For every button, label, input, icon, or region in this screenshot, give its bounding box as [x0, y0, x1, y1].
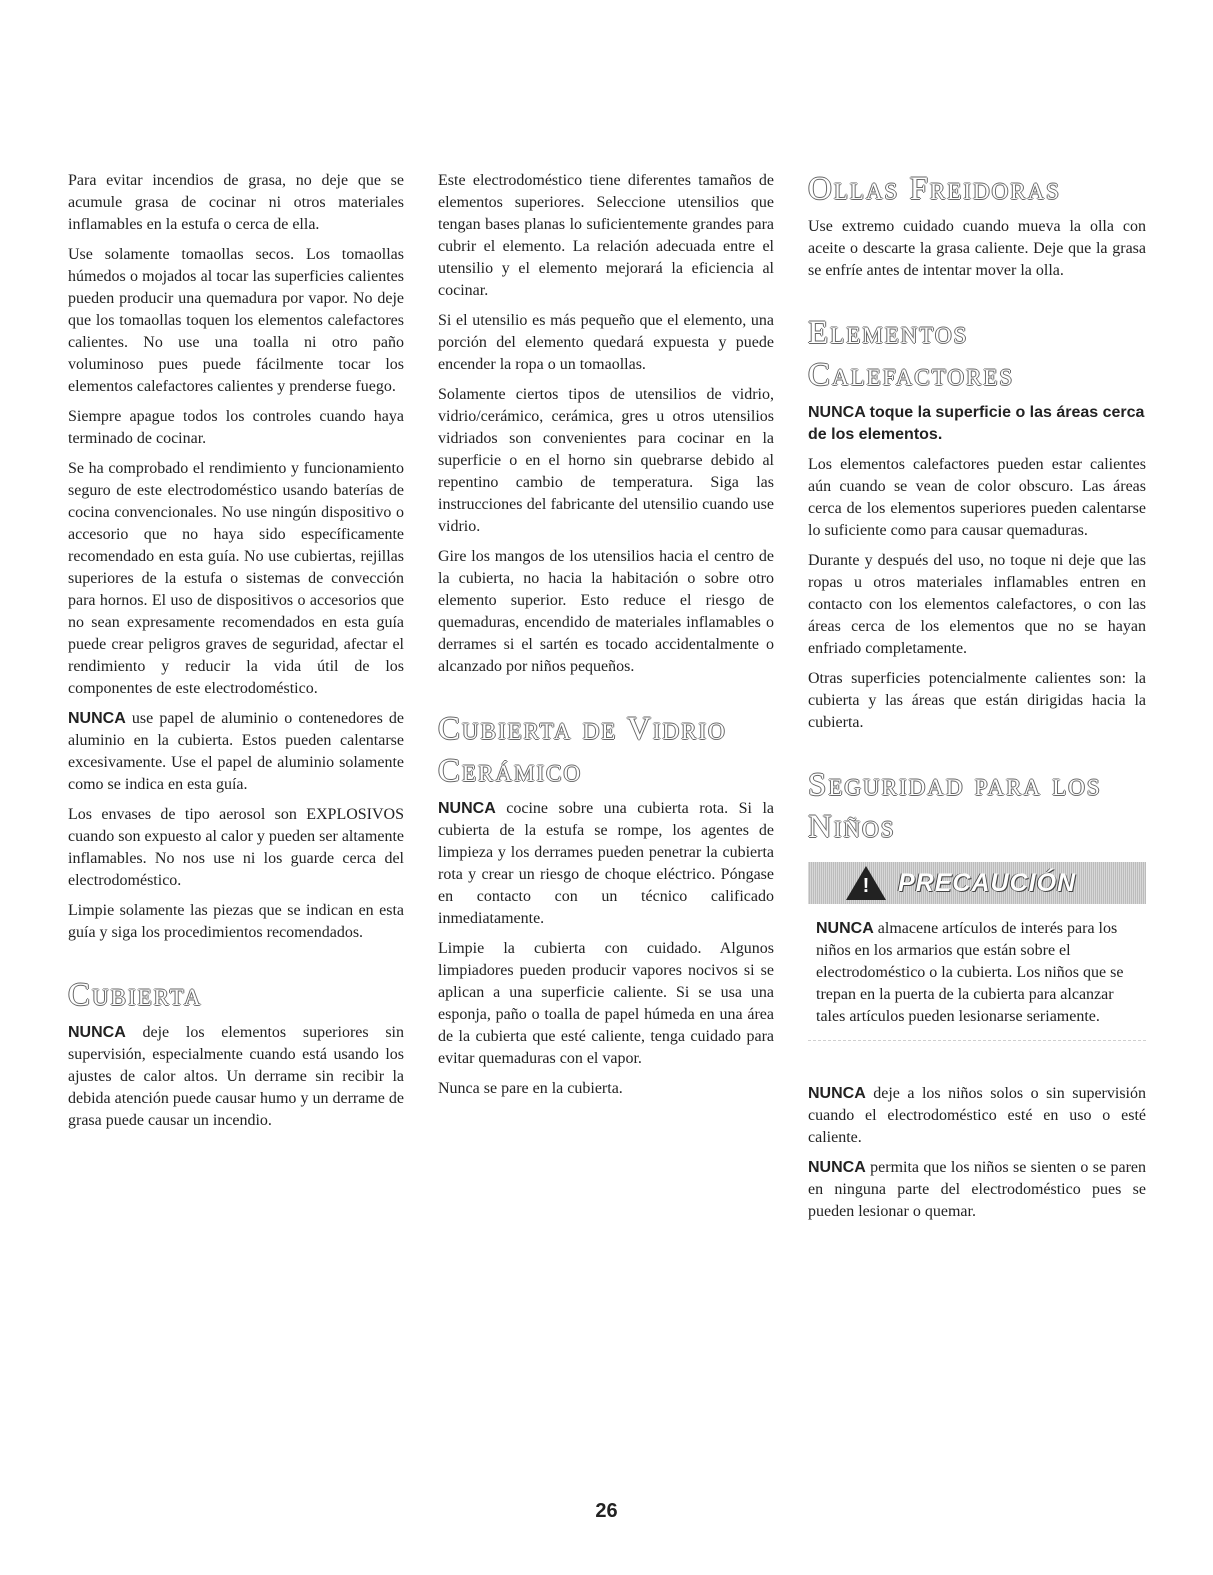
paragraph-text: deje a los niños solos o sin supervisión cuando el electrodoméstico esté en uso o esté caliente. [808, 1085, 1146, 1146]
paragraph: Solamente ciertos tipos de utensilios de vidrio, vidrio/cerámico, cerámica, gres u otros utensilios vidriados son convenientes para cocinar en la superficie o en el horno sin quebrarse debido al repentino cambio de temperatura. Siga las instrucciones del fabricante del utensilio cuando use vidrio. [438, 386, 774, 535]
paragraph: Siempre apague todos los controles cuando haya terminado de cocinar. [68, 408, 404, 447]
paragraph: Si el utensilio es más pequeño que el elemento, una porción del elemento quedará expuesta y puede encender la ropa o un tomaollas. [438, 312, 774, 373]
column-middle [438, 170, 774, 1108]
paragraph: Limpie la cubierta con cuidado. Algunos limpiadores pueden producir vapores nocivos si se aplican a una superficie caliente. Si se usa una esponja, paño o toalla de papel húmeda en una área de la cubierta que esté caliente, tenga cuidado para evitar quemaduras con el vapor. [438, 940, 774, 1067]
paragraph: Nunca se pare en la cubierta. [438, 1080, 623, 1097]
paragraph [808, 1157, 1146, 1223]
paragraph-text: almacene artículos de interés para los niños en los armarios que están sobre el electrodoméstico o la cubierta. Los niños que se trepan en la puerta de la cubierta para alcanzar tales artículos pueden lesionarse seriamente. [816, 920, 1124, 1025]
paragraph: Durante y después del uso, no toque ni deje que las ropas u otros materiales inflamables entren en contacto con los elementos calefactores, o con las áreas cerca de los elementos que no se hayan enfriado completamente. [808, 552, 1146, 657]
paragraph: Se ha comprobado el rendimiento y funcionamiento seguro de este electrodoméstico usando baterías de cocina convencionales. No use ningún dispositivo o accesorio que no haya sido específicamente recomendado en esta guía. No use cubiertas, rejillas superiores de la estufa o sistemas de convección para hornos. El uso de dispositivos o accesorios que no sean expresamente recomendados en esta guía puede crear peligros graves de seguridad, afectar el rendimiento y reducir la vida útil de los componentes de este electrodoméstico. [68, 460, 404, 697]
paragraph: Gire los mangos de los utensilios hacia el centro de la cubierta, no hacia la habitación o sobre otro elemento superior. Esto reduce el riesgo de quemaduras, encendido de materiales inflamables o derrames si el sartén es tocado accidentalmente o alcanzado por niños pequeños. [438, 548, 774, 675]
paragraph: Los envases de tipo aerosol son EXPLOSIVOS cuando son expuesto al calor y pueden ser altamente inflamables. No nos use ni los guarde cerca del electrodoméstico. [68, 806, 404, 889]
emphasis-nunca: NUNCA [68, 710, 126, 727]
section-heading-cubierta: Cubierta [68, 977, 203, 1013]
emphasis-nunca: NUNCA [816, 920, 874, 937]
paragraph: Para evitar incendios de grasa, no deje que se acumule grasa de cocinar ni otros materiales inflamables en la estufa o cerca de ella. [68, 172, 404, 233]
subheading: NUNCA toque la superficie o las áreas cerca de los elementos. [808, 404, 1145, 443]
section-heading-vidrio-ceramico: Cubierta de Vidrio Cerámico [438, 711, 727, 789]
caution-box [808, 862, 1146, 1041]
paragraph: Este electrodoméstico tiene diferentes tamaños de elementos superiores. Seleccione utensilios que tengan bases planas lo suficientemente grandes para cubrir el elemento. La relación adecuada entre el utensilio y el elemento mejorará la eficiencia al cocinar. [438, 172, 774, 299]
paragraph-text: cocine sobre una cubierta rota. Si la cubierta de la estufa se rompe, los agentes de limpieza y los derrames pueden penetrar la cubierta rota y crear un riesgo de choque eléctrico. Póngase en contacto con un técnico calificado inmediatamente. [438, 800, 774, 927]
emphasis-nunca: NUNCA [808, 1159, 866, 1176]
section-heading-ollas-freidoras: Ollas Freidoras [808, 171, 1061, 207]
paragraph [816, 918, 1146, 1028]
section-heading-elementos-calefactores: Elementos Calefactores [808, 315, 1015, 393]
emphasis-nunca: NUNCA [68, 1024, 126, 1041]
column-right [808, 168, 1146, 1231]
caution-body [808, 906, 1146, 1040]
spacer [808, 1057, 1146, 1083]
paragraph [438, 798, 774, 930]
paragraph-text: deje los elementos superiores sin supervisión, especialmente cuando está usando los ajustes de calor altos. Un derrame sin recibir la debida atención puede causar humo y un derrame de grasa puede causar un incendio. [68, 1024, 404, 1129]
page-number: 26 [595, 1500, 618, 1522]
column-left [68, 170, 404, 1140]
emphasis-nunca: NUNCA [438, 800, 496, 817]
paragraph [808, 1083, 1146, 1149]
paragraph: Otras superficies potencialmente calientes son: la cubierta y las áreas que están dirigidas hacia la cubierta. [808, 670, 1146, 731]
paragraph: Los elementos calefactores pueden estar calientes aún cuando se vean de color obscuro. Las áreas cerca de los elementos superiores pueden calentarse lo suficiente como para causar quemaduras. [808, 456, 1146, 539]
paragraph [68, 708, 404, 796]
caution-banner [808, 862, 1146, 906]
exclamation-icon: ! [862, 875, 870, 897]
emphasis-nunca: NUNCA [808, 1085, 866, 1102]
paragraph-text: permita que los niños se sienten o se paren en ninguna parte del electrodoméstico pues se pueden lesionar o quemar. [808, 1159, 1146, 1220]
paragraph-text: use papel de aluminio o contenedores de aluminio en la cubierta. Estos pueden calentarse excesivamente. Use el papel de aluminio solamente como se indica en esta guía. [68, 710, 404, 793]
paragraph: Use extremo cuidado cuando mueva la olla con aceite o descarte la grasa caliente. Deje que la grasa se enfríe antes de intentar mover la olla. [808, 218, 1146, 279]
caution-label: PRECAUCIÓN [898, 869, 1077, 897]
section-heading-seguridad-ninos: Seguridad para los Niños [808, 767, 1102, 845]
paragraph [68, 1022, 404, 1132]
paragraph: Limpie solamente las piezas que se indican en esta guía y siga los procedimientos recomendados. [68, 902, 404, 941]
paragraph: Use solamente tomaollas secos. Los tomaollas húmedos o mojados al tocar las superficies calientes pueden producir una quemadura por vapor. No deje que los tomaollas toquen los elementos calefactores calientes. No use una toalla ni otro paño voluminoso pues puede fácilmente tocar los elementos calefactores calientes y prenderse fuego. [68, 246, 404, 395]
